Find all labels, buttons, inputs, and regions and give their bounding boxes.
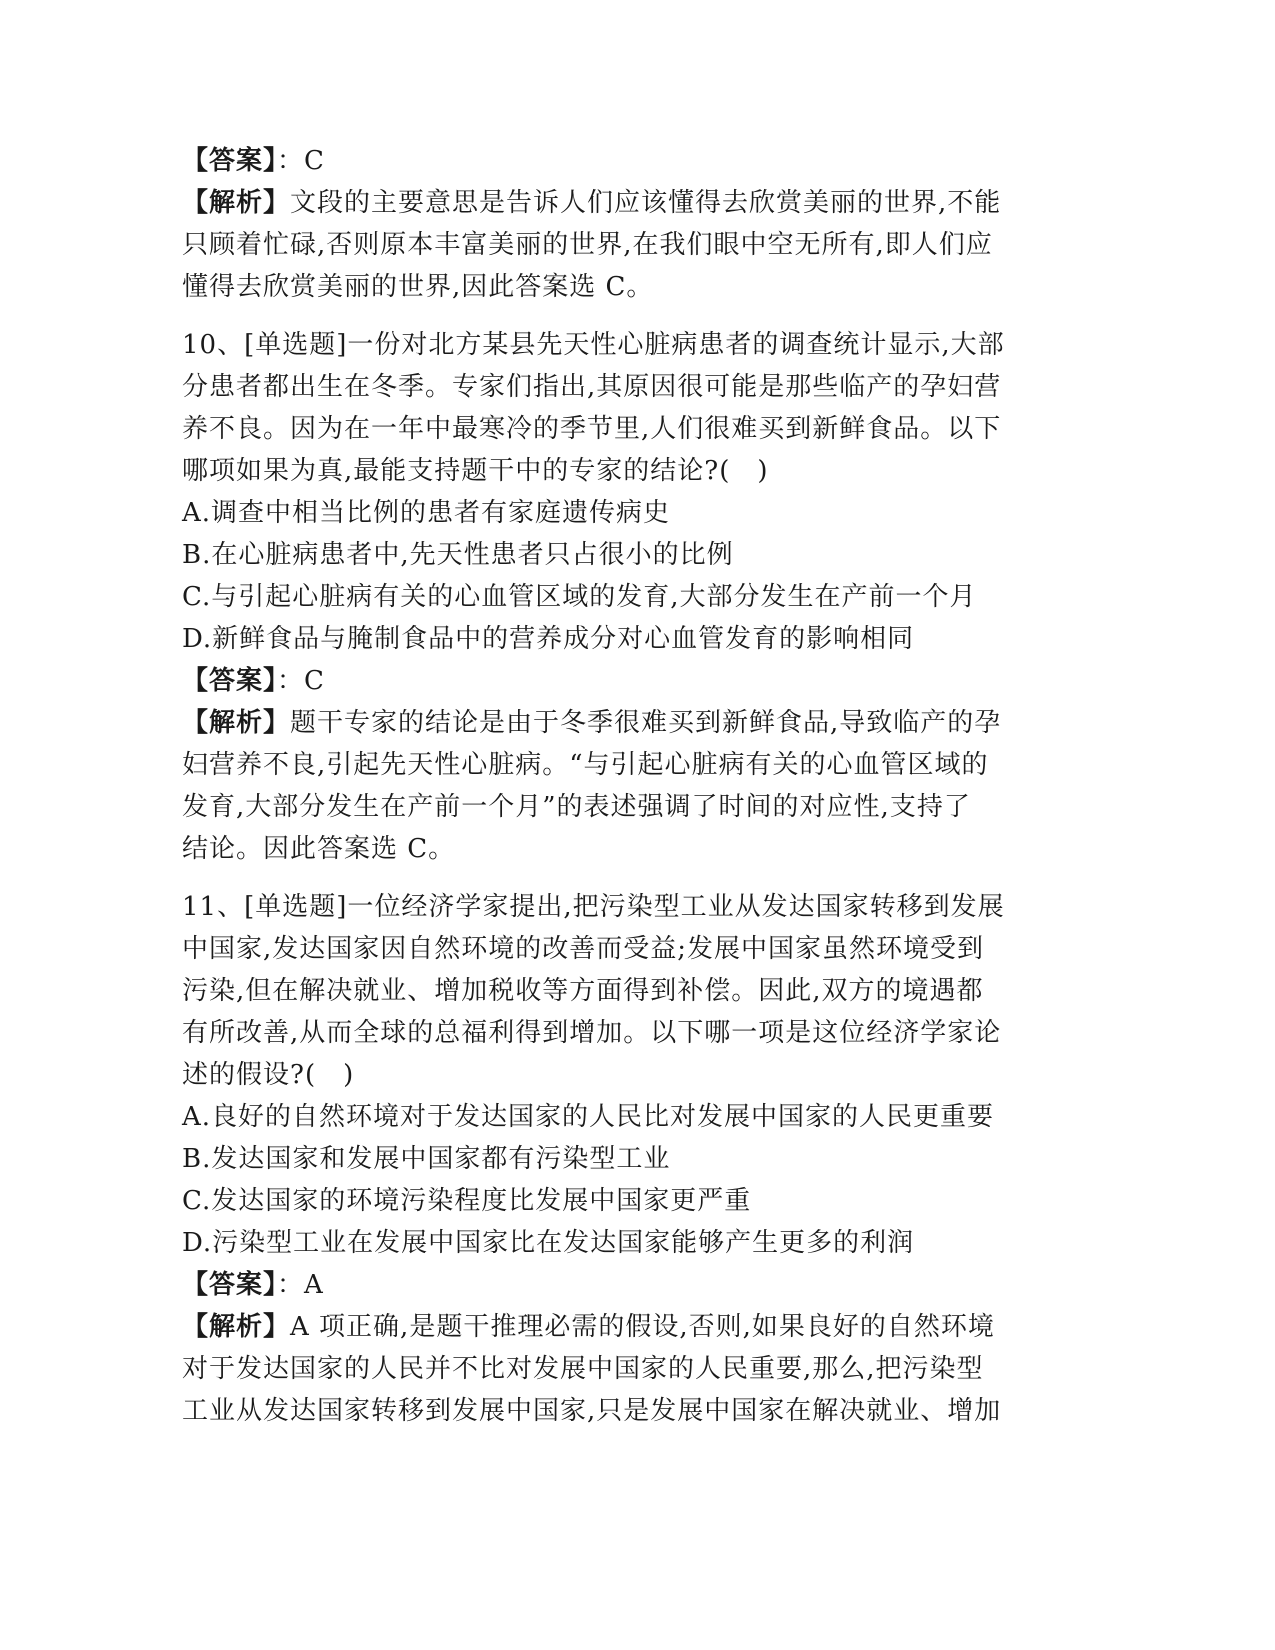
option-c: C.与引起心脏病有关的心血管区域的发育,大部分发生在产前一个月 xyxy=(182,582,977,612)
analysis-label: 【解析】 xyxy=(182,708,291,738)
option-d: D.污染型工业在发展中国家比在发达国家能够产生更多的利润 xyxy=(182,1228,915,1258)
analysis-line xyxy=(182,702,1062,744)
analysis-text: 题干专家的结论是由于冬季很难买到新鲜食品,导致临产的孕 xyxy=(290,708,1002,738)
question-stem-line: 中国家,发达国家因自然环境的改善而受益;发展中国家虽然环境受到 xyxy=(182,934,985,964)
answer-label: 【答案】 xyxy=(182,666,278,696)
analysis-line: 对于发达国家的人民并不比对发展中国家的人民重要,那么,把污染型 xyxy=(182,1354,984,1384)
question-stem-line: 污染,但在解决就业、增加税收等方面得到补偿。因此,双方的境遇都 xyxy=(182,976,984,1006)
answer-label: 【答案】 xyxy=(182,146,278,176)
question-10 xyxy=(182,324,1062,870)
answer-value: ：C xyxy=(277,666,325,696)
prev-question-block xyxy=(182,140,1062,308)
section-gap xyxy=(182,308,1062,324)
option-d: D.新鲜食品与腌制食品中的营养成分对心血管发育的影响相同 xyxy=(182,624,915,654)
analysis-text: A 项正确,是题干推理必需的假设,否则,如果良好的自然环境 xyxy=(290,1312,995,1342)
answer-line xyxy=(182,660,1062,702)
question-stem-line: 分患者都出生在冬季。专家们指出,其原因很可能是那些临产的孕妇营 xyxy=(182,372,1002,402)
question-stem-line: 有所改善,从而全球的总福利得到增加。以下哪一项是这位经济学家论 xyxy=(182,1018,1002,1048)
question-stem-line: 11、[单选题]一位经济学家提出,把污染型工业从发达国家转移到发展 xyxy=(182,892,1005,922)
question-stem-line: 10、[单选题]一份对北方某县先天性心脏病患者的调查统计显示,大部 xyxy=(182,330,1005,360)
analysis-line: 懂得去欣赏美丽的世界,因此答案选 C。 xyxy=(182,272,654,302)
analysis-line xyxy=(182,182,1062,224)
analysis-text: 文段的主要意思是告诉人们应该懂得去欣赏美丽的世界,不能 xyxy=(290,188,1002,218)
question-stem-line: 哪项如果为真,最能支持题干中的专家的结论?( ) xyxy=(182,456,769,486)
answer-label: 【答案】 xyxy=(182,1270,278,1300)
option-a: A.良好的自然环境对于发达国家的人民比对发展中国家的人民更重要 xyxy=(182,1102,995,1132)
analysis-label: 【解析】 xyxy=(182,1312,291,1342)
analysis-line: 工业从发达国家转移到发展中国家,只是发展中国家在解决就业、增加 xyxy=(182,1396,1002,1426)
analysis-label: 【解析】 xyxy=(182,188,291,218)
analysis-line: 只顾着忙碌,否则原本丰富美丽的世界,在我们眼中空无所有,即人们应 xyxy=(182,230,993,260)
option-c: C.发达国家的环境污染程度比发展中国家更严重 xyxy=(182,1186,752,1216)
document-page xyxy=(182,140,1062,1432)
analysis-line: 妇营养不良,引起先天性心脏病。“与引起心脏病有关的心血管区域的 xyxy=(182,750,989,780)
question-stem-line: 述的假设?( ) xyxy=(182,1060,355,1090)
section-gap xyxy=(182,870,1062,886)
option-b: B.发达国家和发展中国家都有污染型工业 xyxy=(182,1144,671,1174)
analysis-line: 结论。因此答案选 C。 xyxy=(182,834,456,864)
question-11 xyxy=(182,886,1062,1432)
answer-line xyxy=(182,140,1062,182)
analysis-line: 发育,大部分发生在产前一个月”的表述强调了时间的对应性,支持了 xyxy=(182,792,971,822)
answer-value: ：C xyxy=(277,146,325,176)
answer-line xyxy=(182,1264,1062,1306)
answer-value: ：A xyxy=(277,1270,324,1300)
option-b: B.在心脏病患者中,先天性患者只占很小的比例 xyxy=(182,540,734,570)
analysis-line xyxy=(182,1306,1062,1348)
option-a: A.调查中相当比例的患者有家庭遗传病史 xyxy=(182,498,671,528)
question-stem-line: 养不良。因为在一年中最寒冷的季节里,人们很难买到新鲜食品。以下 xyxy=(182,414,1002,444)
